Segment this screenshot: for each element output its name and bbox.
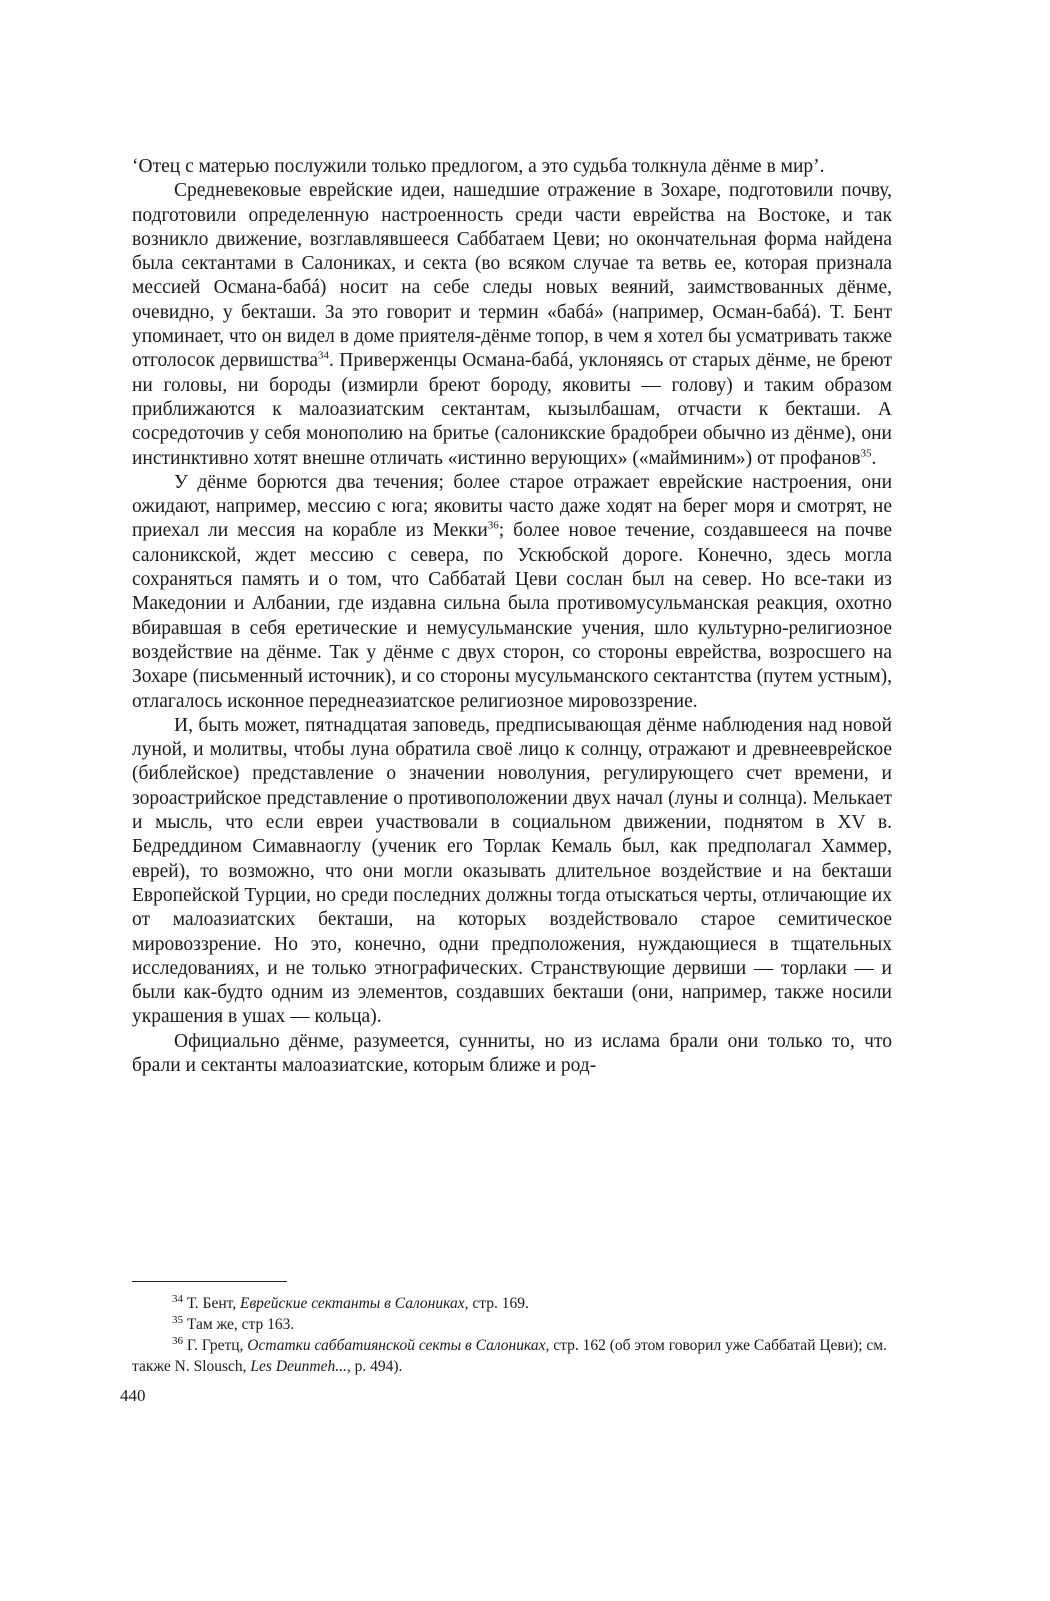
paragraph-3-text: У дёнме борются два течения; более старое отражает еврейские настроения, они ожидают, например, мессию с юга; яковиты часто даже ходят на берег моря и смотрят, не приехал ли мессия на корабле из Мекки [132, 471, 892, 542]
paragraph-5: Официально дёнме, разумеется, сунниты, но из ислама брали они только то, что брали и сектанты малоазиатские, которым ближе и род- [132, 1030, 892, 1076]
footnote-35-text: Там же, стр 163. [186, 1316, 295, 1333]
footnote-36-title-2: Les Deunmeh..., [250, 1358, 351, 1375]
main-text [132, 155, 892, 1078]
paragraph-1: ‘Отец с матерью послужили только предлогом, а это судьба толкнула дёнме в мир’. [132, 156, 825, 177]
footnote-35 [132, 1314, 892, 1335]
footnote-36-title: Остатки саббатиянской секты в Салониках, [247, 1337, 550, 1354]
footnote-36 [132, 1335, 892, 1377]
footnote-divider [132, 1281, 287, 1282]
footnote-34-number: 34 [172, 1292, 183, 1305]
footnote-35-number: 35 [172, 1313, 183, 1326]
footnote-34-page: стр. 169. [472, 1295, 529, 1312]
footnote-36-text: стр. 162 (об этом говорил уже Саббатай Цеви); см. также N. Slousch, [132, 1337, 887, 1375]
footnotes [132, 1293, 892, 1377]
footnote-ref-35: 35 [860, 447, 872, 460]
footnote-36-author: Г. Гретц, [186, 1337, 244, 1354]
paragraph-3 [132, 471, 892, 714]
paragraph-2-text: Средневековые еврейские идеи, нашедшие отражение в Зохаре, подготовили почву, подготовили определенную настроенность среди части еврейства на Востоке, и так возникло движение, возглавлявшееся Саббатаем Цеви; но окончательная форма найдена была сектантами в Салониках, и секта (во всяком случае та ветвь ее, которая признала мессией Османа-бабá) носит на себе следы новых веяний, заимствованных дёнме, очевидно, у бекташи. За это говорит и термин «бабá» (например, Осман-бабá). Т. Бент упоминает, что он видел в доме приятеля-дёнме топор, в чем я хотел бы усматривать также отголосок дервишства [132, 180, 892, 372]
paragraph-3-continuation: ; более новое течение, создавшееся на почве салоникской, ждет мессию с севера, по Ускюбской дороге. Конечно, здесь могла сохраняться память и о том, что Саббатай Цеви сослан был на север. Но все-таки из Македонии и Албании, где издавна сильна была противомусульманская реакция, охотно вбиравшая в себя еретические и немусульманские учения, шло культурно-религиозное воздействие на дёнме. Так у дёнме с двух сторон, со стороны еврейства, возросшего на Зохаре (письменный источник), и со стороны мусульманского сектантства (путем устным), отлагалось исконное переднеазиатское религиозное мировоззрение. [132, 520, 892, 712]
footnote-34 [132, 1293, 892, 1314]
paragraph-4: И, быть может, пятнадцатая заповедь, предписывающая дёнме наблюдения над новой луной, и молитвы, чтобы луна обратила своё лицо к солнцу, отражают и древнееврейское (библейское) представление о значении новолуния, регулирующего счет времени, и зороастрийское представление о противоположении двух начал (луны и солнца). Мелькает и мысль, что если евреи участвовали в социальном движении, поднятом в XV в. Бедреддином Симавнаоглу (ученик его Торлак Кемаль был, как предполагал Хаммер, еврей), то возможно, что они могли оказывать длительное воздействие и на бекташи Европейской Турции, но среди последних должны тогда отыскаться черты, отличающие их от малоазиатских бекташи, на которых воздействовало старое семитическое мировоззрение. Но это, конечно, одни предположения, нуждающиеся в тщательных исследованиях, и не только этнографических. Странствующие дервиши — торлаки — и были как-будто одним из элементов, создавших бекташи (они, например, также носили украшения в ушах — кольца). [132, 714, 892, 1028]
page-number: 440 [120, 1386, 146, 1405]
footnote-ref-34: 34 [318, 349, 329, 362]
footnote-36-tail: p. 494). [354, 1358, 403, 1375]
footnote-36-number: 36 [172, 1334, 183, 1347]
footnote-34-title: Еврейские сектанты в Салониках, [239, 1295, 469, 1312]
paragraph-2-continuation: . Приверженцы Османа-бабá, уклоняясь от старых дёнме, не бреют ни головы, ни бороды (измирли бреют бороду, яковиты — голову) и таким образом приближаются к малоазиатским сектантам, кызылбашам, отчасти к бекташи. А сосредоточив у себя монополию на бритье (салоникские брадобреи обычно из дёнме), они инстинктивно хотят внешне отличать «истинно верующих» («майминим») от профанов [132, 350, 893, 469]
footnote-34-author: Т. Бент, [186, 1295, 237, 1312]
footnote-ref-36: 36 [487, 519, 499, 532]
paragraph-2: Средневековые еврейские идеи, нашедшие отражение в Зохаре, подготовили почву, подготовили определенную настроенность среди части еврейства на Востоке, и так возникло движение, возглавлявшееся Саббатаем Цеви; но окончательная форма найдена была сектантами в Салониках, и секта (во всяком случае та ветвь ее, которая признала мессией Османа-бабá) носит на себе следы новых веяний, заимствованных дёнме, очевидно, у бекташи. За это говорит и термин «бабá» (например, Осман-бабá). Т. Бент упоминает, что он видел в доме приятеля-дёнме топор, в чем я хотел бы усматривать также отголосок дервишства$^{34}$. Приверженцы Османа-бабá, уклоняясь от старых дёнме, не бреют ни головы, ни бороды (измирли бреют бороду, яковиты — голову) и таким образом приближаются к малоазиатским сектантам, кызылбашам, отчасти к бекташи. А сосредоточив у себя монополию на бритье (салоникские брадобреи обычно из дёнме), они инстинктивно хотят внешне отличать «истинно верующих» («майминим») от профанов$^{35}$. [132, 180, 893, 469]
